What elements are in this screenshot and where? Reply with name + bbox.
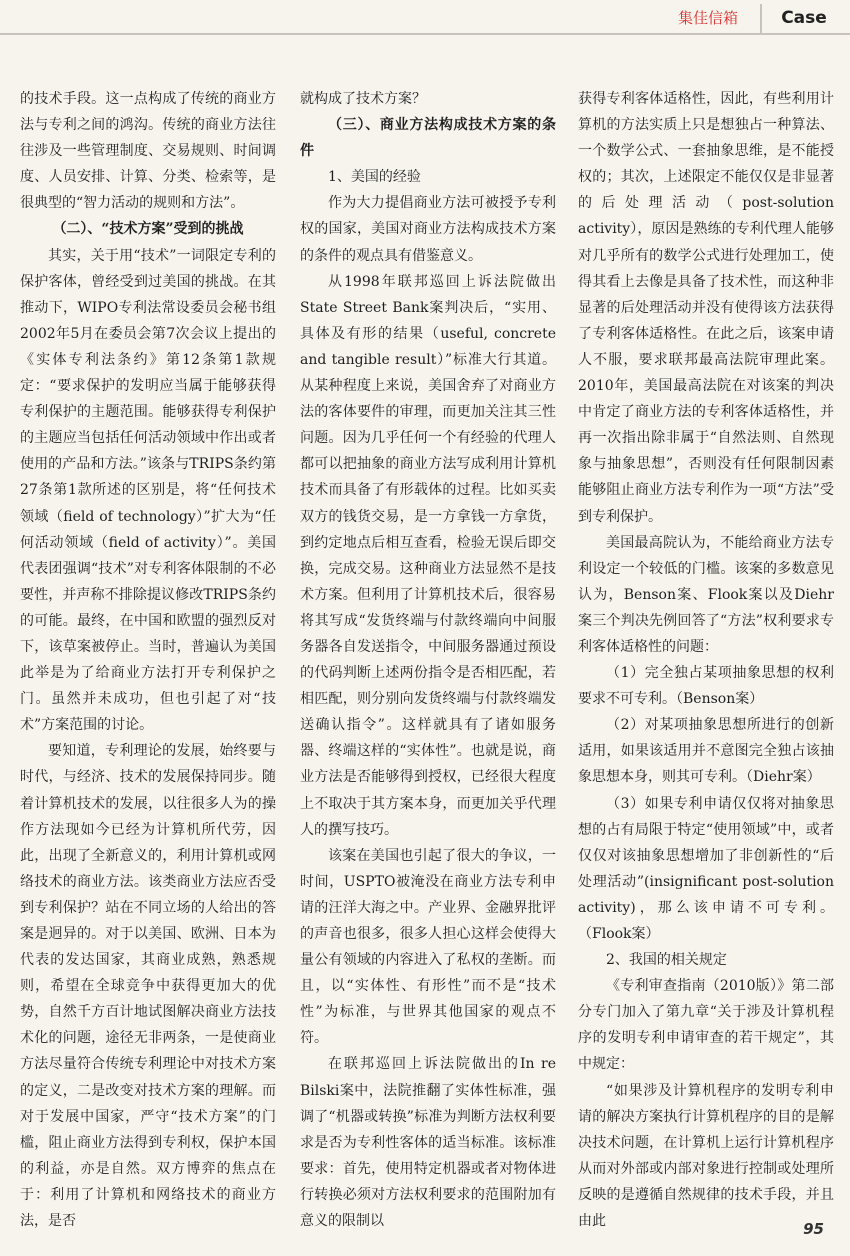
paragraph: 要知道，专利理论的发展，始终要与时代，与经济、技术的发展保持同步。随着计算机技术的发展，以往很多人为的操作方法现如今已经为计算机所代劳，因此，出现了全新意义的，利用计算机或网络技术的商业方法。该类商业方法应否受到专利保护？站在不同立场的人给出的答案是迥异的。对于以美国、欧洲、日本为代表的发达国家，其商业成熟，熟悉规则，希望在全球竞争中获得更加大的优势，自然千方百计地试图解决商业方法技术化的问题，途径无非两条，一是使商业方法尽量符合传统专利理论中对技术方案的定义，二是改变对技术方案的理解。而对于发展中国家，严守“技术方案”的门槛，阻止商业方法得到专利权，保护本国的利益，亦是自然。双方博弈的焦点在于：利用了计算机和网络技术的商业方法，是否 [20,743,276,1230]
header-separator [760,4,762,33]
text-column-1 [20,86,276,1234]
paragraph: 从1998年联邦巡回上诉法院做出State Street Bank案判决后，“实用、具体及有形的结果（useful, concrete and tangible result）”标准大行其道。从某种程度上来说，美国舍弃了对商业方法的客体要件的审理，而更加关注其三性问题。因为几乎任何一个有经验的代理人都可以把抽象的商业方法写成利用计算机技术而具备了有形载体的过程。比如买卖双方的钱货交易，是一方拿钱一方拿货，到约定地点后相互查看，检验无误后即交换，完成交易。这种商业方法显然不是技术方案。但利用了计算机技术后，很容易将其写成“发货终端与付款终端向中间服务器各自发送指令，中间服务器通过预设的代码判断上述两份指令是否相匹配，若相匹配，则分别向发货终端与付款终端发送确认指令”。这样就具有了诸如服务器、终端这样的“实体性”。也就是说，商业方法是否能够得到授权，已经很大程度上不取决于其方案本身，而更加关乎代理人的撰写技巧。 [300,273,556,838]
header-rule [0,33,850,35]
paragraph: “如果涉及计算机程序的发明专利申请的解决方案执行计算机程序的目的是解决技术问题，在计算机上运行计算机程序从而对外部或内部对象进行控制或处理所反映的是遵循自然规律的技术手段，并且由此 [578,1082,834,1230]
paragraph: 该案在美国也引起了很大的争议，一时间，USPTO被淹没在商业方法专利申请的汪洋大海之中。产业界、金融界批评的声音也很多，很多人担心这样会使得大量公有领域的内容进入了私权的垄断。而且，以“实体性、有形性”而不是“技术性”为标准，与世界其他国家的观点不符。 [300,847,556,1047]
paragraph: 美国最高院认为，不能给商业方法专利设定一个较低的门槛。该案的多数意见认为，Benson案、Flook案以及Diehr案三个判决先例回答了“方法”权利要求专利客体适格性的问题： [578,534,834,655]
paragraph: 2、我国的相关规定 [606,952,727,969]
paragraph: 作为大力提倡商业方法可被授予专利权的国家，美国对商业方法构成技术方案的条件的观点具有借鉴意义。 [300,195,556,264]
text-column-3 [578,86,834,1234]
paragraph: 《专利审查指南（2010版）》第二部分专门加入了第九章“关于涉及计算机程序的发明专利申请审查的若干规定”，其中规定： [578,978,834,1073]
paragraph: 的技术手段。这一点构成了传统的商业方法与专利之间的鸿沟。传统的商业方法往往涉及一些管理制度、交易规则、时间调度、人员安排、计算、分类、检索等，是很典型的“智力活动的规则和方法”。 [20,91,276,212]
section-heading: （三）、商业方法构成技术方案的条件 [300,117,556,160]
paragraph: 就构成了技术方案？ [300,91,426,107]
paragraph: 获得专利客体适格性，因此，有些利用计算机的方法实质上只是想独占一种算法、一个数学公式、一套抽象思维，是不能授权的；其次，上述限定不能仅仅是非显著的后处理活动（post-solution activity），原因是熟练的专利代理人能够对几乎所有的数学公式进行处理加工，使得其看上去像是具备了技术性，而这种非显著的后处理活动并没有使得该方法获得了专利客体适格性。在此之后，该案申请人不服，要求联邦最高法院审理此案。2010年，美国最高法院在对该案的判决中肯定了商业方法的专利客体适格性，并再一次指出除非属于“自然法则、自然现象与抽象思想”，否则没有任何限制因素能够阻止商业方法专利作为一项“方法”受到专利保护。 [578,91,834,525]
paragraph: （3）如果专利申请仅仅将对抽象思想的占有局限于特定“使用领域”中，或者仅仅对该抽象思想增加了非创新性的“后处理活动”(insignificant post-solution activity)，那么该申请不可专利。（Flook案） [578,795,834,942]
paragraph: 其实，关于用“技术”一词限定专利的保护客体，曾经受到过美国的挑战。在其推动下，WIPO专利法常设委员会秘书组2002年5月在委员会第7次会议上提出的《实体专利法条约》第12条第1款规定：“要求保护的发明应当属于能够获得专利保护的主题范围。能够获得专利保护的主题应当包括任何活动领域中作出或者使用的产品和方法。”该条与TRIPS条约第27条第1款所述的区别是，将“任何技术领域（field of technology）”扩大为“任何活动领域（field of activity）”。美国代表团强调“技术”对专利客体限制的不必要性，并声称不排除提议修改TRIPS条约的可能。最终，在中国和欧盟的强烈反对下，该草案被停止。当时，普遍认为美国此举是为了给商业方法打开专利保护之门。虽然并未成功，但也引起了对“技术”方案范围的讨论。 [20,247,276,734]
section-label: 集佳信箱 [677,9,738,27]
paragraph: 在联邦巡回上诉法院做出的In re Bilski案中，法院推翻了实体性标准，强调了“机器或转换”标准为判断方法权利要求是否为专利性客体的适当标准。该标准要求：首先，使用特定机器或者对物体进行转换必须对方法权利要求的范围附加有意义的限制以 [300,1056,556,1230]
case-label: Case [781,8,827,28]
text-column-2 [300,86,556,1234]
paragraph: （1）完全独占某项抽象思想的权利要求不可专利。（Benson案） [578,665,834,708]
section-heading: （二）、“技术方案”受到的挑战 [52,221,244,238]
paragraph: （2）对某项抽象思想所进行的创新适用，如果该适用并不意图完全独占该抽象思想本身，则其可专利。（Diehr案） [578,717,834,786]
page-number: 95 [803,1220,824,1238]
paragraph: 1、美国的经验 [328,169,421,186]
page-header [0,0,850,36]
